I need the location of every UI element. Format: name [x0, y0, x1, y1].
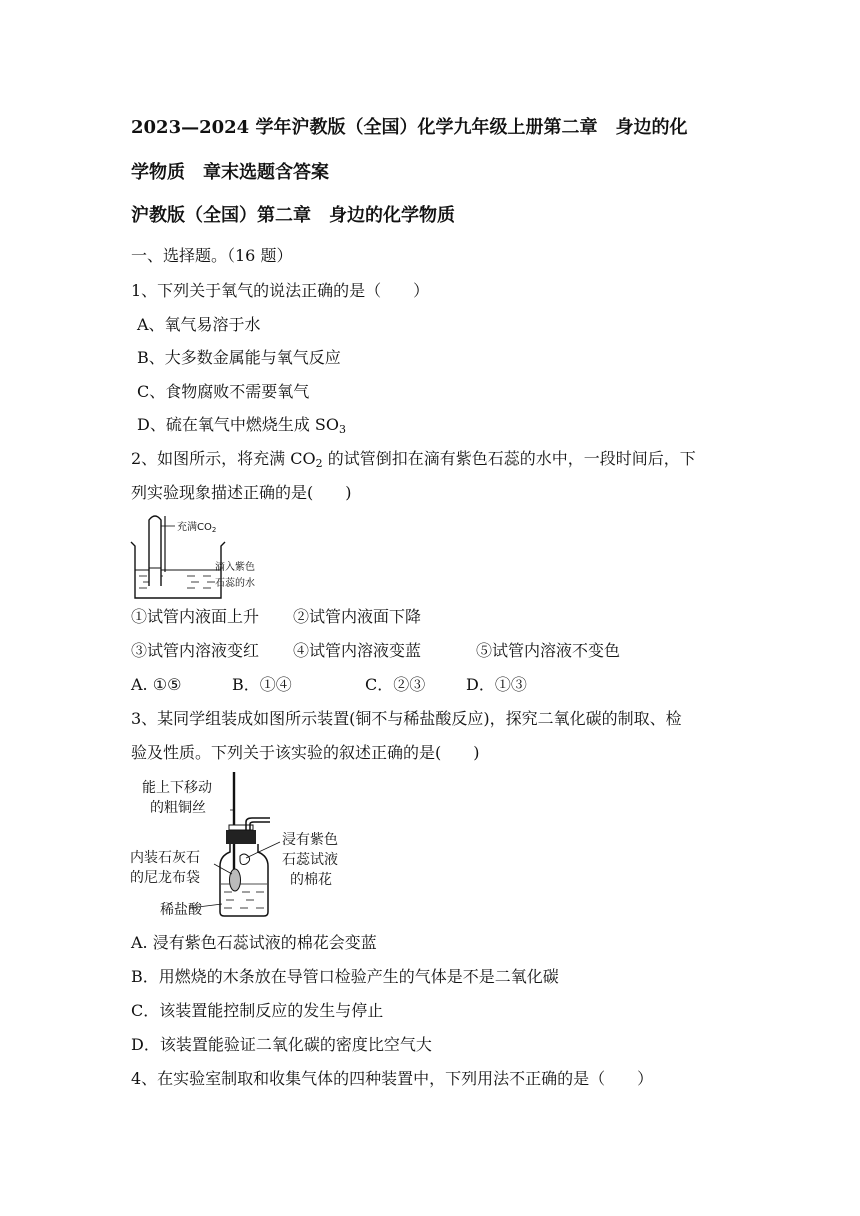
- q1-option-a: A、氧气易溶于水: [137, 315, 261, 334]
- q2-stem-line1: [131, 448, 696, 470]
- q2-option-c: C．②③: [365, 675, 426, 694]
- q2-stem-pre: 2、如图所示，将充满 CO: [131, 449, 316, 468]
- q1-option-d-text: D、硫在氧气中燃烧生成 SO: [137, 415, 339, 434]
- q2-stem-post: 的试管倒扣在滴有紫色石蕊的水中，一段时间后，下: [322, 449, 696, 468]
- q3-fig-cotton-label1: 浸有紫色: [282, 832, 338, 848]
- q3-figure-apparatus: [128, 772, 368, 922]
- q3-fig-wire-label1: 能上下移动: [142, 780, 212, 796]
- q3-stem-line1: 3、某同学组装成如图所示装置(铜不与稀盐酸反应)，探究二氧化碳的制取、检: [131, 709, 682, 728]
- q3-stem-line2: 验及性质。下列关于该实验的叙述正确的是( ): [131, 743, 480, 762]
- q1-option-d: [137, 414, 346, 436]
- q2-option-b: B．①④: [232, 675, 292, 694]
- q2-fig-label-bottom1: 滴入紫色: [215, 562, 255, 573]
- q2-option-d: D．①③: [466, 675, 527, 694]
- q2-stem-line2: 列实验现象描述正确的是( ): [131, 483, 352, 502]
- q2-item1: ①试管内液面上升: [131, 607, 260, 626]
- doc-title-line2: 学物质 章末选题含答案: [131, 162, 329, 183]
- q2-item3: ③试管内溶液变红: [131, 641, 260, 660]
- q3-option-d: D．该装置能验证二氧化碳的密度比空气大: [131, 1035, 432, 1054]
- q2-fig-label-bottom2: 石蕊的水: [215, 578, 255, 589]
- q1-option-c: C、食物腐败不需要氧气: [137, 382, 310, 401]
- q1-option-d-subscript: 3: [339, 423, 346, 436]
- q2-item2: ②试管内液面下降: [293, 607, 422, 626]
- q3-fig-cotton-label2: 石蕊试液: [282, 852, 338, 868]
- q2-fig-label-top-sub: 2: [211, 526, 217, 534]
- chapter-heading: 沪教版（全国）第二章 身边的化学物质: [131, 205, 455, 226]
- q3-option-b: B．用燃烧的木条放在导管口检验产生的气体是不是二氧化碳: [131, 967, 559, 986]
- q3-fig-wire-label2: 的粗铜丝: [150, 800, 206, 816]
- q2-item4: ④试管内溶液变蓝: [293, 641, 422, 660]
- q3-fig-bag-label1: 内装石灰石: [130, 850, 200, 866]
- q2-fig-label-top: [177, 520, 216, 534]
- q3-fig-cotton-label3: 的棉花: [290, 872, 332, 888]
- q3-fig-bag-label2: 的尼龙布袋: [130, 870, 200, 886]
- q1-stem: 1、下列关于氧气的说法正确的是（ ）: [131, 281, 430, 300]
- q3-option-c: C．该装置能控制反应的发生与停止: [131, 1001, 384, 1020]
- section-heading: 一、选择题。（16 题）: [131, 246, 293, 265]
- q2-stem-sub: 2: [315, 457, 323, 470]
- q3-option-a: A. 浸有紫色石蕊试液的棉花会变蓝: [131, 933, 377, 952]
- q4-stem: 4、在实验室制取和收集气体的四种装置中，下列用法不正确的是（ ）: [131, 1069, 654, 1088]
- q1-option-b: B、大多数金属能与氧气反应: [137, 348, 341, 367]
- q2-option-a: A. ①⑤: [131, 675, 182, 694]
- q2-figure-beaker-test-tube: [125, 512, 255, 604]
- doc-title-line1: 2023—2024 学年沪教版（全国）化学九年级上册第二章 身边的化: [131, 117, 688, 138]
- q3-fig-acid-label: 稀盐酸: [160, 902, 202, 918]
- q2-fig-label-top-text: 充满CO: [177, 522, 212, 533]
- q2-item5: ⑤试管内溶液不变色: [476, 641, 621, 660]
